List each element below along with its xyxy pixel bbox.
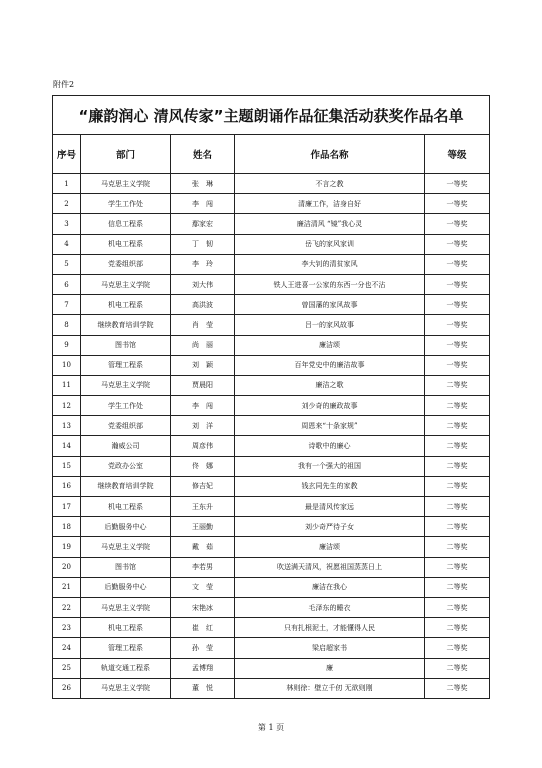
row-index: 13 [53,416,81,436]
row-index: 7 [53,295,81,315]
row-grade: 一等奖 [425,274,490,294]
table-row [53,577,490,597]
row-department: 马克思主义学院 [81,537,171,557]
row-work-title: 百年党史中的廉洁故事 [235,355,425,375]
row-name: 刘大伟 [171,274,235,294]
row-name: 周彦伟 [171,436,235,456]
row-index: 21 [53,577,81,597]
row-department: 党委组织部 [81,416,171,436]
table-row [53,355,490,375]
row-work-title: 廉洁在我心 [235,577,425,597]
row-index: 10 [53,355,81,375]
row-work-title: 林则徐：壁立千仞 无欲则刚 [235,678,425,698]
row-index: 15 [53,456,81,476]
table-body [53,174,490,699]
table-row [53,497,490,517]
row-department: 马克思主义学院 [81,597,171,617]
row-grade: 二等奖 [425,517,490,537]
row-work-title: 廉洁颂 [235,537,425,557]
table-row [53,174,490,194]
row-index: 3 [53,214,81,234]
row-name: 尚 丽 [171,335,235,355]
row-grade: 二等奖 [425,577,490,597]
row-department: 继续教育培训学院 [81,315,171,335]
row-work-title: 李大钊的清贫家风 [235,254,425,274]
table-row [53,214,490,234]
row-index: 11 [53,375,81,395]
row-grade: 二等奖 [425,557,490,577]
row-name: 佟 娜 [171,456,235,476]
row-department: 后勤服务中心 [81,577,171,597]
row-work-title: 毛泽东的睡衣 [235,597,425,617]
row-index: 5 [53,254,81,274]
row-index: 18 [53,517,81,537]
row-work-title: 铁人王进喜一公家的东西一分也不沾 [235,274,425,294]
row-name: 李若男 [171,557,235,577]
row-name: 李 闯 [171,396,235,416]
row-grade: 一等奖 [425,295,490,315]
row-index: 26 [53,678,81,698]
row-department: 学生工作处 [81,194,171,214]
row-work-title: 曾国藩的家风故事 [235,295,425,315]
row-name: 鄢家宏 [171,214,235,234]
row-grade: 一等奖 [425,335,490,355]
row-name: 肖 莹 [171,315,235,335]
row-grade: 二等奖 [425,456,490,476]
row-index: 4 [53,234,81,254]
row-work-title: 岳飞的家风家训 [235,234,425,254]
attachment-label: 附件2 [53,80,75,89]
row-grade: 一等奖 [425,174,490,194]
row-work-title: 最是清风传家远 [235,497,425,517]
page-number: 第 1 页 [257,723,285,732]
row-work-title: 周恩来“十条家规” [235,416,425,436]
row-name: 丁 韧 [171,234,235,254]
row-department: 马克思主义学院 [81,274,171,294]
row-name: 高洪波 [171,295,235,315]
row-grade: 二等奖 [425,638,490,658]
table-row [53,537,490,557]
row-index: 1 [53,174,81,194]
row-grade: 一等奖 [425,234,490,254]
row-work-title: 钱玄同先生的家教 [235,476,425,496]
row-name: 修吉妃 [171,476,235,496]
row-index: 16 [53,476,81,496]
row-name: 孙 莹 [171,638,235,658]
row-index: 14 [53,436,81,456]
row-grade: 二等奖 [425,416,490,436]
row-grade: 一等奖 [425,214,490,234]
row-work-title: 吕一的家风故事 [235,315,425,335]
row-work-title: 吹送满天清风，祝愿祖国蒸蒸日上 [235,557,425,577]
table-row [53,638,490,658]
row-grade: 二等奖 [425,436,490,456]
table-row [53,274,490,294]
row-department: 图书馆 [81,557,171,577]
table-row [53,678,490,698]
row-grade: 一等奖 [425,355,490,375]
row-name: 孟博翔 [171,658,235,678]
award-table [52,95,490,699]
table-row [53,234,490,254]
row-name: 文 莹 [171,577,235,597]
table-row [53,476,490,496]
table-row [53,254,490,274]
row-grade: 一等奖 [425,315,490,335]
row-department: 党政办公室 [81,456,171,476]
row-index: 23 [53,618,81,638]
table-row [53,436,490,456]
row-name: 戴 茹 [171,537,235,557]
row-work-title: 刘少奇严待子女 [235,517,425,537]
row-department: 党委组织部 [81,254,171,274]
row-department: 瀚威公司 [81,436,171,456]
row-department: 机电工程系 [81,618,171,638]
row-department: 管理工程系 [81,638,171,658]
table-row [53,295,490,315]
column-header-work-title: 作品名称 [235,135,425,174]
row-department: 轨道交通工程系 [81,658,171,678]
row-name: 刘 洋 [171,416,235,436]
row-name: 王东升 [171,497,235,517]
row-index: 12 [53,396,81,416]
row-index: 2 [53,194,81,214]
column-header-department: 部门 [81,135,171,174]
row-department: 马克思主义学院 [81,678,171,698]
row-department: 图书馆 [81,335,171,355]
table-row [53,194,490,214]
table-row [53,557,490,577]
table-row [53,618,490,638]
row-work-title: 只有扎根泥土，才能懂得人民 [235,618,425,638]
row-index: 8 [53,315,81,335]
row-work-title: 刘少奇的廉政故事 [235,396,425,416]
row-department: 学生工作处 [81,396,171,416]
row-work-title: 梁启超家书 [235,638,425,658]
row-name: 董 悦 [171,678,235,698]
row-grade: 二等奖 [425,396,490,416]
row-grade: 二等奖 [425,497,490,517]
row-grade: 二等奖 [425,476,490,496]
row-grade: 二等奖 [425,658,490,678]
row-department: 马克思主义学院 [81,174,171,194]
row-name: 李 玲 [171,254,235,274]
row-grade: 二等奖 [425,678,490,698]
table-row [53,416,490,436]
row-work-title: 廉洁颂 [235,335,425,355]
table-row [53,597,490,617]
row-index: 19 [53,537,81,557]
column-header-grade: 等级 [425,135,490,174]
table-row [53,456,490,476]
row-name: 刘 颖 [171,355,235,375]
row-name: 崔 红 [171,618,235,638]
row-grade: 二等奖 [425,375,490,395]
row-work-title: 廉洁清风 “镜”我心灵 [235,214,425,234]
row-department: 机电工程系 [81,497,171,517]
row-department: 继续教育培训学院 [81,476,171,496]
row-grade: 一等奖 [425,254,490,274]
column-header-name: 姓名 [171,135,235,174]
row-work-title: 廉洁之歌 [235,375,425,395]
row-grade: 二等奖 [425,618,490,638]
row-department: 马克思主义学院 [81,375,171,395]
table-row [53,658,490,678]
row-department: 机电工程系 [81,295,171,315]
row-work-title: 廉 [235,658,425,678]
row-name: 王丽勤 [171,517,235,537]
row-index: 22 [53,597,81,617]
table-row [53,396,490,416]
row-work-title: 清廉工作，洁身自好 [235,194,425,214]
row-index: 6 [53,274,81,294]
row-index: 9 [53,335,81,355]
row-index: 20 [53,557,81,577]
row-grade: 二等奖 [425,597,490,617]
row-work-title: 我有一个强大的祖国 [235,456,425,476]
row-index: 17 [53,497,81,517]
row-department: 后勤服务中心 [81,517,171,537]
row-department: 机电工程系 [81,234,171,254]
row-grade: 一等奖 [425,194,490,214]
document-title: “廉韵润心 清风传家”主题朗诵作品征集活动获奖作品名单 [53,96,490,135]
row-department: 信息工程系 [81,214,171,234]
row-work-title: 诗歌中的廉心 [235,436,425,456]
table-row [53,517,490,537]
table-row [53,375,490,395]
table-row [53,335,490,355]
row-index: 24 [53,638,81,658]
row-name: 张 琳 [171,174,235,194]
row-name: 贾晨阳 [171,375,235,395]
row-department: 管理工程系 [81,355,171,375]
row-name: 宋艳冰 [171,597,235,617]
column-header-index: 序号 [53,135,81,174]
row-work-title: 不言之教 [235,174,425,194]
row-grade: 二等奖 [425,537,490,557]
table-row [53,315,490,335]
row-index: 25 [53,658,81,678]
row-name: 李 闯 [171,194,235,214]
